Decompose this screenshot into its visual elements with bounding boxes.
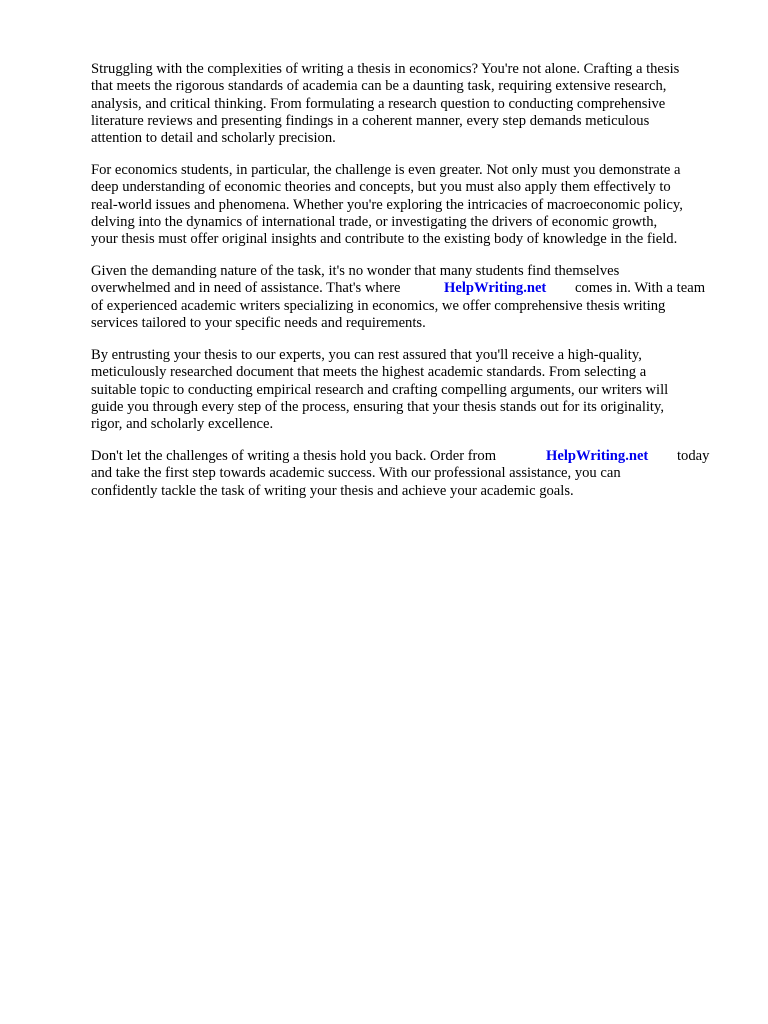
p4-line-3: suitable topic to conducting empirical research and crafting compelling arguments, our writers will xyxy=(91,382,669,398)
p3-line-4: services tailored to your specific needs and requirements. xyxy=(91,315,426,331)
p3-line-3: of experienced academic writers specializing in economics, we offer comprehensive thesis writing xyxy=(91,298,666,314)
p3-line-2-after: comes in. With a team xyxy=(575,280,706,296)
helpwriting-link-2[interactable]: HelpWriting.net xyxy=(546,448,649,464)
p4-line-5: rigor, and scholarly excellence. xyxy=(91,416,274,432)
p4-line-4: guide you through every step of the process, ensuring that your thesis stands out for its originality, xyxy=(91,399,664,415)
p1-line-4: literature reviews and presenting findings in a coherent manner, every step demands meticulous xyxy=(91,113,650,129)
p2-line-2: deep understanding of economic theories and concepts, but you must also apply them effectively to xyxy=(91,179,671,195)
p3-line-2-before: overwhelmed and in need of assistance. That's where xyxy=(91,280,401,296)
p1-line-5: attention to detail and scholarly precision. xyxy=(91,130,336,146)
p5-line-1-after: today xyxy=(677,448,710,464)
p5-line-3: confidently tackle the task of writing your thesis and achieve your academic goals. xyxy=(91,483,574,499)
p2-line-1: For economics students, in particular, the challenge is even greater. Not only must you demonstrate a xyxy=(91,162,681,178)
p5-line-1 xyxy=(91,448,731,466)
p2-line-3: real-world issues and phenomena. Whether you're exploring the intricacies of macroeconomic policy, xyxy=(91,197,683,213)
p3-line-1: Given the demanding nature of the task, it's no wonder that many students find themselves xyxy=(91,263,620,279)
p5-line-1-before: Don't let the challenges of writing a thesis hold you back. Order from xyxy=(91,448,497,464)
p4-line-2: meticulously researched document that meets the highest academic standards. From selecting a xyxy=(91,364,647,380)
p5-line-2: and take the first step towards academic success. With our professional assistance, you can xyxy=(91,465,621,481)
p2-line-5: your thesis must offer original insights and contribute to the existing body of knowledge in the field. xyxy=(91,231,678,247)
p1-line-2: that meets the rigorous standards of academia can be a daunting task, requiring extensive research, xyxy=(91,78,667,94)
p3-line-2 xyxy=(91,280,731,298)
p2-line-4: delving into the dynamics of international trade, or investigating the drivers of economic growth, xyxy=(91,214,658,230)
p1-line-3: analysis, and critical thinking. From formulating a research question to conducting comprehensive xyxy=(91,96,666,112)
p4-line-1: By entrusting your thesis to our experts, you can rest assured that you'll receive a high-quality, xyxy=(91,347,642,363)
helpwriting-link[interactable]: HelpWriting.net xyxy=(444,280,547,296)
p1-line-1: Struggling with the complexities of writing a thesis in economics? You're not alone. Crafting a thesis xyxy=(91,61,680,77)
